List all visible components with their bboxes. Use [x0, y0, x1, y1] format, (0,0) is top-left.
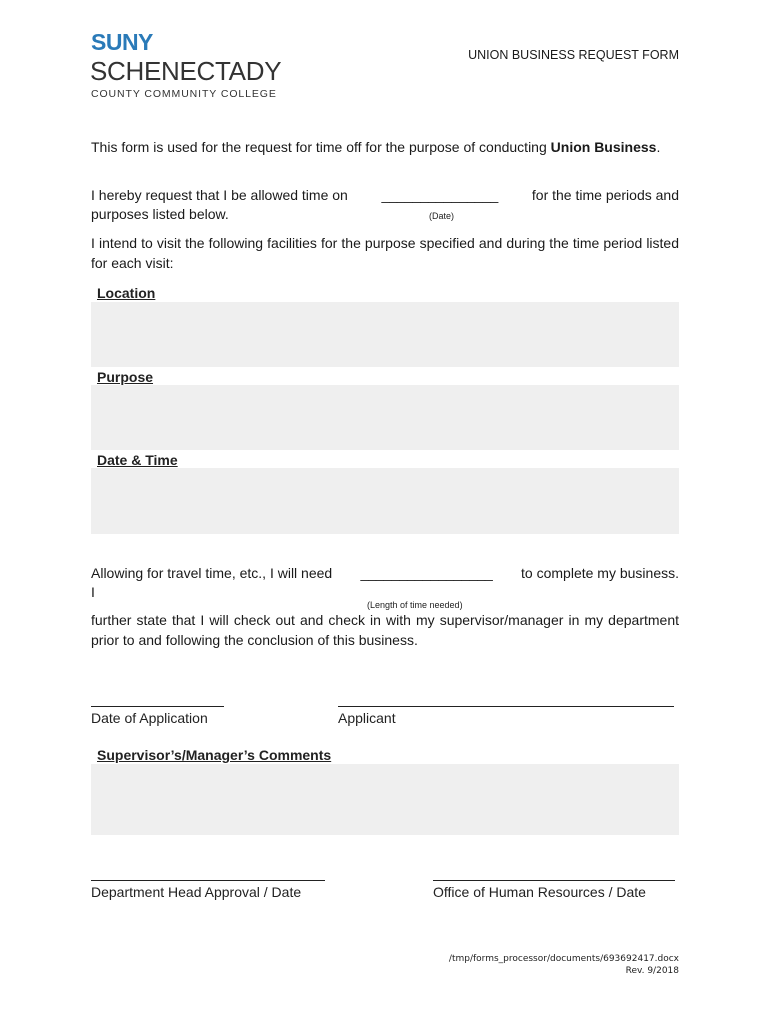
request-text-b: for the time periods and [531, 187, 679, 203]
length-hint: (Length of time needed) [367, 600, 463, 610]
applicant-label: Applicant [338, 710, 396, 726]
intro-text: This form is used for the request for time off for the purpose of conducting [91, 139, 551, 155]
travel-line-1 [91, 564, 679, 584]
request-date-blank[interactable]: _______________ [381, 187, 499, 203]
intro-paragraph [91, 138, 679, 158]
travel-line-i: I [91, 584, 95, 600]
date-time-label: Date & Time [97, 452, 178, 468]
form-title: UNION BUSINESS REQUEST FORM [468, 48, 679, 62]
date-of-application-line[interactable] [91, 706, 224, 707]
supervisor-comments-field[interactable] [91, 764, 679, 835]
logo-college: COUNTY COMMUNITY COLLEGE [91, 88, 277, 100]
logo-suny: SUNY [91, 29, 153, 55]
travel-length-blank[interactable]: _________________ [360, 565, 493, 581]
dept-head-label: Department Head Approval / Date [91, 884, 302, 900]
location-label: Location [97, 285, 156, 301]
travel-text-a: Allowing for travel time, etc., I will need [91, 565, 333, 581]
footer [449, 953, 679, 977]
travel-paragraph: further state that I will check out and check in with my supervisor/manager in my department prior to and following the conclusion of this business. [91, 612, 679, 648]
hr-label: Office of Human Resources / Date [433, 884, 646, 900]
applicant-line[interactable] [338, 706, 674, 707]
dept-head-line[interactable] [91, 880, 325, 881]
travel-text-b: to complete my business. [521, 565, 679, 581]
location-field[interactable] [91, 302, 679, 367]
footer-rev: Rev. 9/2018 [625, 966, 679, 976]
logo-schenectady: SCHENECTADY [90, 56, 282, 86]
request-text-a: I hereby request that I be allowed time on [91, 187, 348, 203]
date-of-application-label: Date of Application [91, 710, 208, 726]
purpose-field[interactable] [91, 385, 679, 450]
hr-line[interactable] [433, 880, 675, 881]
footer-path: /tmp/forms_processor/documents/693692417.docx [448, 954, 679, 964]
purpose-label: Purpose [97, 369, 154, 385]
visit-paragraph: I intend to visit the following facilities for the purpose specified and during the time period listed for each visit: [91, 235, 679, 271]
request-line-2: purposes listed below. [91, 206, 229, 222]
date-hint: (Date) [429, 211, 455, 221]
intro-end: . [656, 139, 661, 155]
supervisor-comments-label: Supervisor’s/Manager’s Comments [97, 747, 332, 763]
date-time-field[interactable] [91, 468, 679, 534]
intro-bold: Union Business [550, 139, 657, 155]
request-line-1 [91, 186, 679, 206]
